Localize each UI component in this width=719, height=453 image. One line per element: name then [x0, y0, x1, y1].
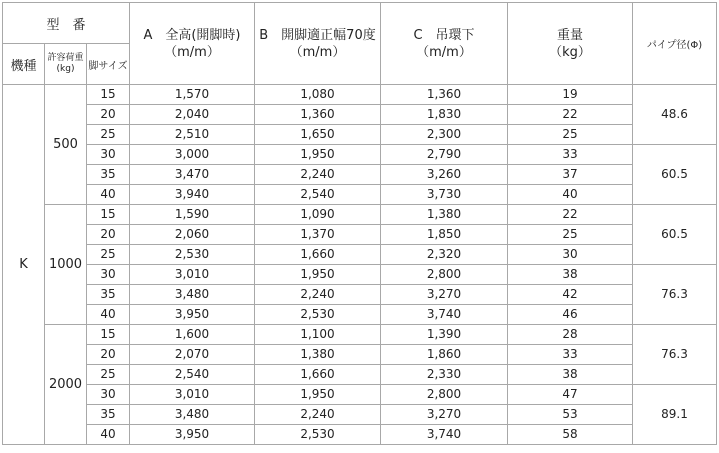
weight-cell: 40	[508, 185, 633, 205]
height-cell: 3,480	[130, 405, 255, 425]
leg-size-cell: 40	[87, 185, 130, 205]
table-row	[3, 145, 717, 165]
ring-cell: 3,740	[381, 425, 508, 445]
width-cell: 1,080	[255, 85, 381, 105]
header-weight-unit: （kg）	[549, 44, 591, 60]
leg-size-cell: 40	[87, 305, 130, 325]
table-row	[3, 385, 717, 405]
spec-table-body	[3, 85, 717, 445]
width-cell: 1,660	[255, 365, 381, 385]
ring-cell: 2,330	[381, 365, 508, 385]
leg-size-cell: 25	[87, 245, 130, 265]
table-row	[3, 205, 717, 225]
weight-cell: 38	[508, 365, 633, 385]
ring-cell: 3,270	[381, 285, 508, 305]
header-capacity	[45, 44, 87, 85]
weight-cell: 53	[508, 405, 633, 425]
height-cell: 3,010	[130, 265, 255, 285]
height-cell: 2,540	[130, 365, 255, 385]
leg-size-cell: 15	[87, 325, 130, 345]
pipe-cell: 48.6	[633, 85, 717, 145]
ring-cell: 3,260	[381, 165, 508, 185]
width-cell: 1,950	[255, 145, 381, 165]
table-row	[3, 305, 717, 325]
height-cell: 2,530	[130, 245, 255, 265]
header-c-title: C 吊環下	[413, 27, 475, 43]
width-cell: 1,660	[255, 245, 381, 265]
weight-cell: 25	[508, 125, 633, 145]
leg-size-cell: 30	[87, 265, 130, 285]
height-cell: 3,480	[130, 285, 255, 305]
height-cell: 2,060	[130, 225, 255, 245]
height-cell: 3,950	[130, 425, 255, 445]
height-cell: 1,590	[130, 205, 255, 225]
height-cell: 3,010	[130, 385, 255, 405]
ring-cell: 1,830	[381, 105, 508, 125]
header-a	[130, 3, 255, 85]
leg-size-cell: 25	[87, 125, 130, 145]
ring-cell: 2,800	[381, 265, 508, 285]
leg-size-cell: 20	[87, 225, 130, 245]
width-cell: 1,380	[255, 345, 381, 365]
table-row	[3, 85, 717, 105]
width-cell: 1,370	[255, 225, 381, 245]
pipe-cell: 76.3	[633, 325, 717, 385]
weight-cell: 33	[508, 145, 633, 165]
header-type: 機種	[3, 44, 45, 85]
table-row	[3, 325, 717, 345]
header-leg-size: 脚サイズ	[87, 44, 130, 85]
table-row	[3, 365, 717, 385]
ring-cell: 2,300	[381, 125, 508, 145]
spec-table-container	[2, 2, 717, 445]
capacity-cell: 1000	[45, 205, 87, 325]
width-cell: 1,650	[255, 125, 381, 145]
header-b-title: B 開脚適正幅70度	[259, 27, 376, 43]
table-row	[3, 225, 717, 245]
leg-size-cell: 35	[87, 165, 130, 185]
ring-cell: 1,390	[381, 325, 508, 345]
leg-size-cell: 30	[87, 385, 130, 405]
capacity-cell: 2000	[45, 325, 87, 445]
table-row	[3, 425, 717, 445]
header-weight-title: 重量	[556, 27, 583, 43]
ring-cell: 2,800	[381, 385, 508, 405]
height-cell: 1,600	[130, 325, 255, 345]
table-row	[3, 185, 717, 205]
pipe-cell: 89.1	[633, 385, 717, 445]
model-header: 型 番	[3, 3, 130, 44]
header-capacity-label: 許容荷重 (kg)	[47, 53, 84, 74]
leg-size-cell: 35	[87, 405, 130, 425]
width-cell: 1,090	[255, 205, 381, 225]
weight-cell: 42	[508, 285, 633, 305]
pipe-cell: 60.5	[633, 145, 717, 205]
leg-size-cell: 30	[87, 145, 130, 165]
width-cell: 1,950	[255, 385, 381, 405]
leg-size-cell: 20	[87, 105, 130, 125]
weight-cell: 47	[508, 385, 633, 405]
table-row	[3, 105, 717, 125]
pipe-cell: 76.3	[633, 265, 717, 325]
weight-cell: 30	[508, 245, 633, 265]
height-cell: 3,000	[130, 145, 255, 165]
ring-cell: 3,270	[381, 405, 508, 425]
leg-size-cell: 20	[87, 345, 130, 365]
height-cell: 2,510	[130, 125, 255, 145]
ring-cell: 2,320	[381, 245, 508, 265]
width-cell: 2,240	[255, 405, 381, 425]
ring-cell: 1,360	[381, 85, 508, 105]
width-cell: 2,530	[255, 425, 381, 445]
height-cell: 3,950	[130, 305, 255, 325]
header-b	[255, 3, 381, 85]
table-row	[3, 265, 717, 285]
header-weight	[508, 3, 633, 85]
table-row	[3, 125, 717, 145]
table-row	[3, 245, 717, 265]
weight-cell: 22	[508, 105, 633, 125]
weight-cell: 33	[508, 345, 633, 365]
ring-cell: 1,850	[381, 225, 508, 245]
height-cell: 3,470	[130, 165, 255, 185]
weight-cell: 38	[508, 265, 633, 285]
ring-cell: 1,380	[381, 205, 508, 225]
weight-cell: 19	[508, 85, 633, 105]
width-cell: 2,540	[255, 185, 381, 205]
height-cell: 3,940	[130, 185, 255, 205]
width-cell: 2,240	[255, 165, 381, 185]
weight-cell: 22	[508, 205, 633, 225]
header-pipe: パイプ径(Φ)	[633, 3, 717, 85]
leg-size-cell: 35	[87, 285, 130, 305]
spec-table	[2, 2, 717, 445]
pipe-cell: 60.5	[633, 205, 717, 265]
height-cell: 2,040	[130, 105, 255, 125]
width-cell: 1,950	[255, 265, 381, 285]
weight-cell: 58	[508, 425, 633, 445]
header-c	[381, 3, 508, 85]
ring-cell: 3,740	[381, 305, 508, 325]
width-cell: 1,100	[255, 325, 381, 345]
table-row	[3, 165, 717, 185]
table-row	[3, 285, 717, 305]
width-cell: 2,240	[255, 285, 381, 305]
leg-size-cell: 15	[87, 205, 130, 225]
type-cell: K	[3, 85, 45, 445]
capacity-cell: 500	[45, 85, 87, 205]
leg-size-cell: 40	[87, 425, 130, 445]
header-b-unit: （m/m）	[289, 44, 346, 60]
ring-cell: 2,790	[381, 145, 508, 165]
leg-size-cell: 25	[87, 365, 130, 385]
header-c-unit: （m/m）	[416, 44, 472, 60]
ring-cell: 3,730	[381, 185, 508, 205]
height-cell: 2,070	[130, 345, 255, 365]
table-row	[3, 405, 717, 425]
header-a-title: A 全高(開脚時)	[143, 27, 241, 43]
ring-cell: 1,860	[381, 345, 508, 365]
width-cell: 2,530	[255, 305, 381, 325]
header-a-unit: （m/m）	[164, 44, 220, 60]
weight-cell: 28	[508, 325, 633, 345]
weight-cell: 37	[508, 165, 633, 185]
table-row	[3, 345, 717, 365]
height-cell: 1,570	[130, 85, 255, 105]
width-cell: 1,360	[255, 105, 381, 125]
weight-cell: 25	[508, 225, 633, 245]
weight-cell: 46	[508, 305, 633, 325]
leg-size-cell: 15	[87, 85, 130, 105]
